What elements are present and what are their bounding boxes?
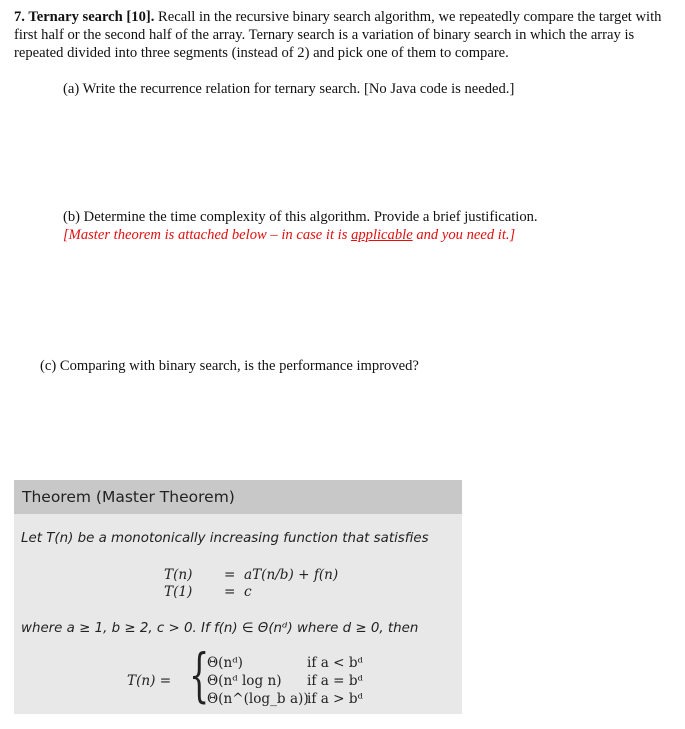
case-1-condition: if a < bᵈ	[307, 655, 363, 671]
recurrence-eq-2: =	[224, 584, 236, 600]
master-theorem-box	[14, 480, 462, 714]
recurrence-rhs-2: c	[244, 584, 252, 600]
note-after: and you need it.]	[412, 227, 516, 243]
recurrence-lhs-1: T(n)	[164, 567, 193, 583]
theorem-conditions: where a ≥ 1, b ≥ 2, c > 0. If f(n) ∈ Θ(nᵈ) where d ≥ 0, then	[21, 621, 419, 636]
result-lhs: T(n) =	[127, 673, 172, 689]
question-heading: 7. Ternary search [10].	[14, 9, 155, 25]
theorem-statement: Let T(n) be a monotonically increasing function that satisfies	[21, 531, 429, 546]
part-a: (a) Write the recurrence relation for ternary search. [No Java code is needed.]	[63, 81, 515, 97]
case-2-condition: if a = bᵈ	[307, 673, 363, 689]
recurrence-lhs-2: T(1)	[164, 584, 193, 600]
part-c: (c) Comparing with binary search, is the performance improved?	[40, 358, 419, 374]
recurrence-rhs-1: aT(n/b) + f(n)	[244, 567, 339, 583]
theorem-title: Theorem (Master Theorem)	[22, 488, 235, 506]
left-brace: {	[189, 641, 210, 709]
master-theorem-note	[63, 227, 515, 244]
note-link: applicable	[351, 227, 413, 243]
theorem-header	[14, 480, 462, 514]
case-3-condition: if a > bᵈ	[307, 691, 363, 707]
case-3-value: Θ(n^(log_b a))	[207, 691, 309, 707]
part-b: (b) Determine the time complexity of this algorithm. Provide a brief justification.	[63, 209, 538, 225]
recurrence-eq-1: =	[224, 567, 236, 583]
note-before: [Master theorem is attached below – in case it is	[63, 227, 352, 243]
case-2-value: Θ(nᵈ log n)	[207, 673, 282, 689]
case-1-value: Θ(nᵈ)	[207, 655, 243, 671]
question-intro: Recall in the recursive binary search algorithm, we repeatedly compare the target with first half or the second half of the array. Ternary search is a variation of binary search in which the array is repeated divided into three segments (instead of 2) and pick one of them to compare.	[14, 9, 662, 61]
question-text	[14, 8, 674, 62]
